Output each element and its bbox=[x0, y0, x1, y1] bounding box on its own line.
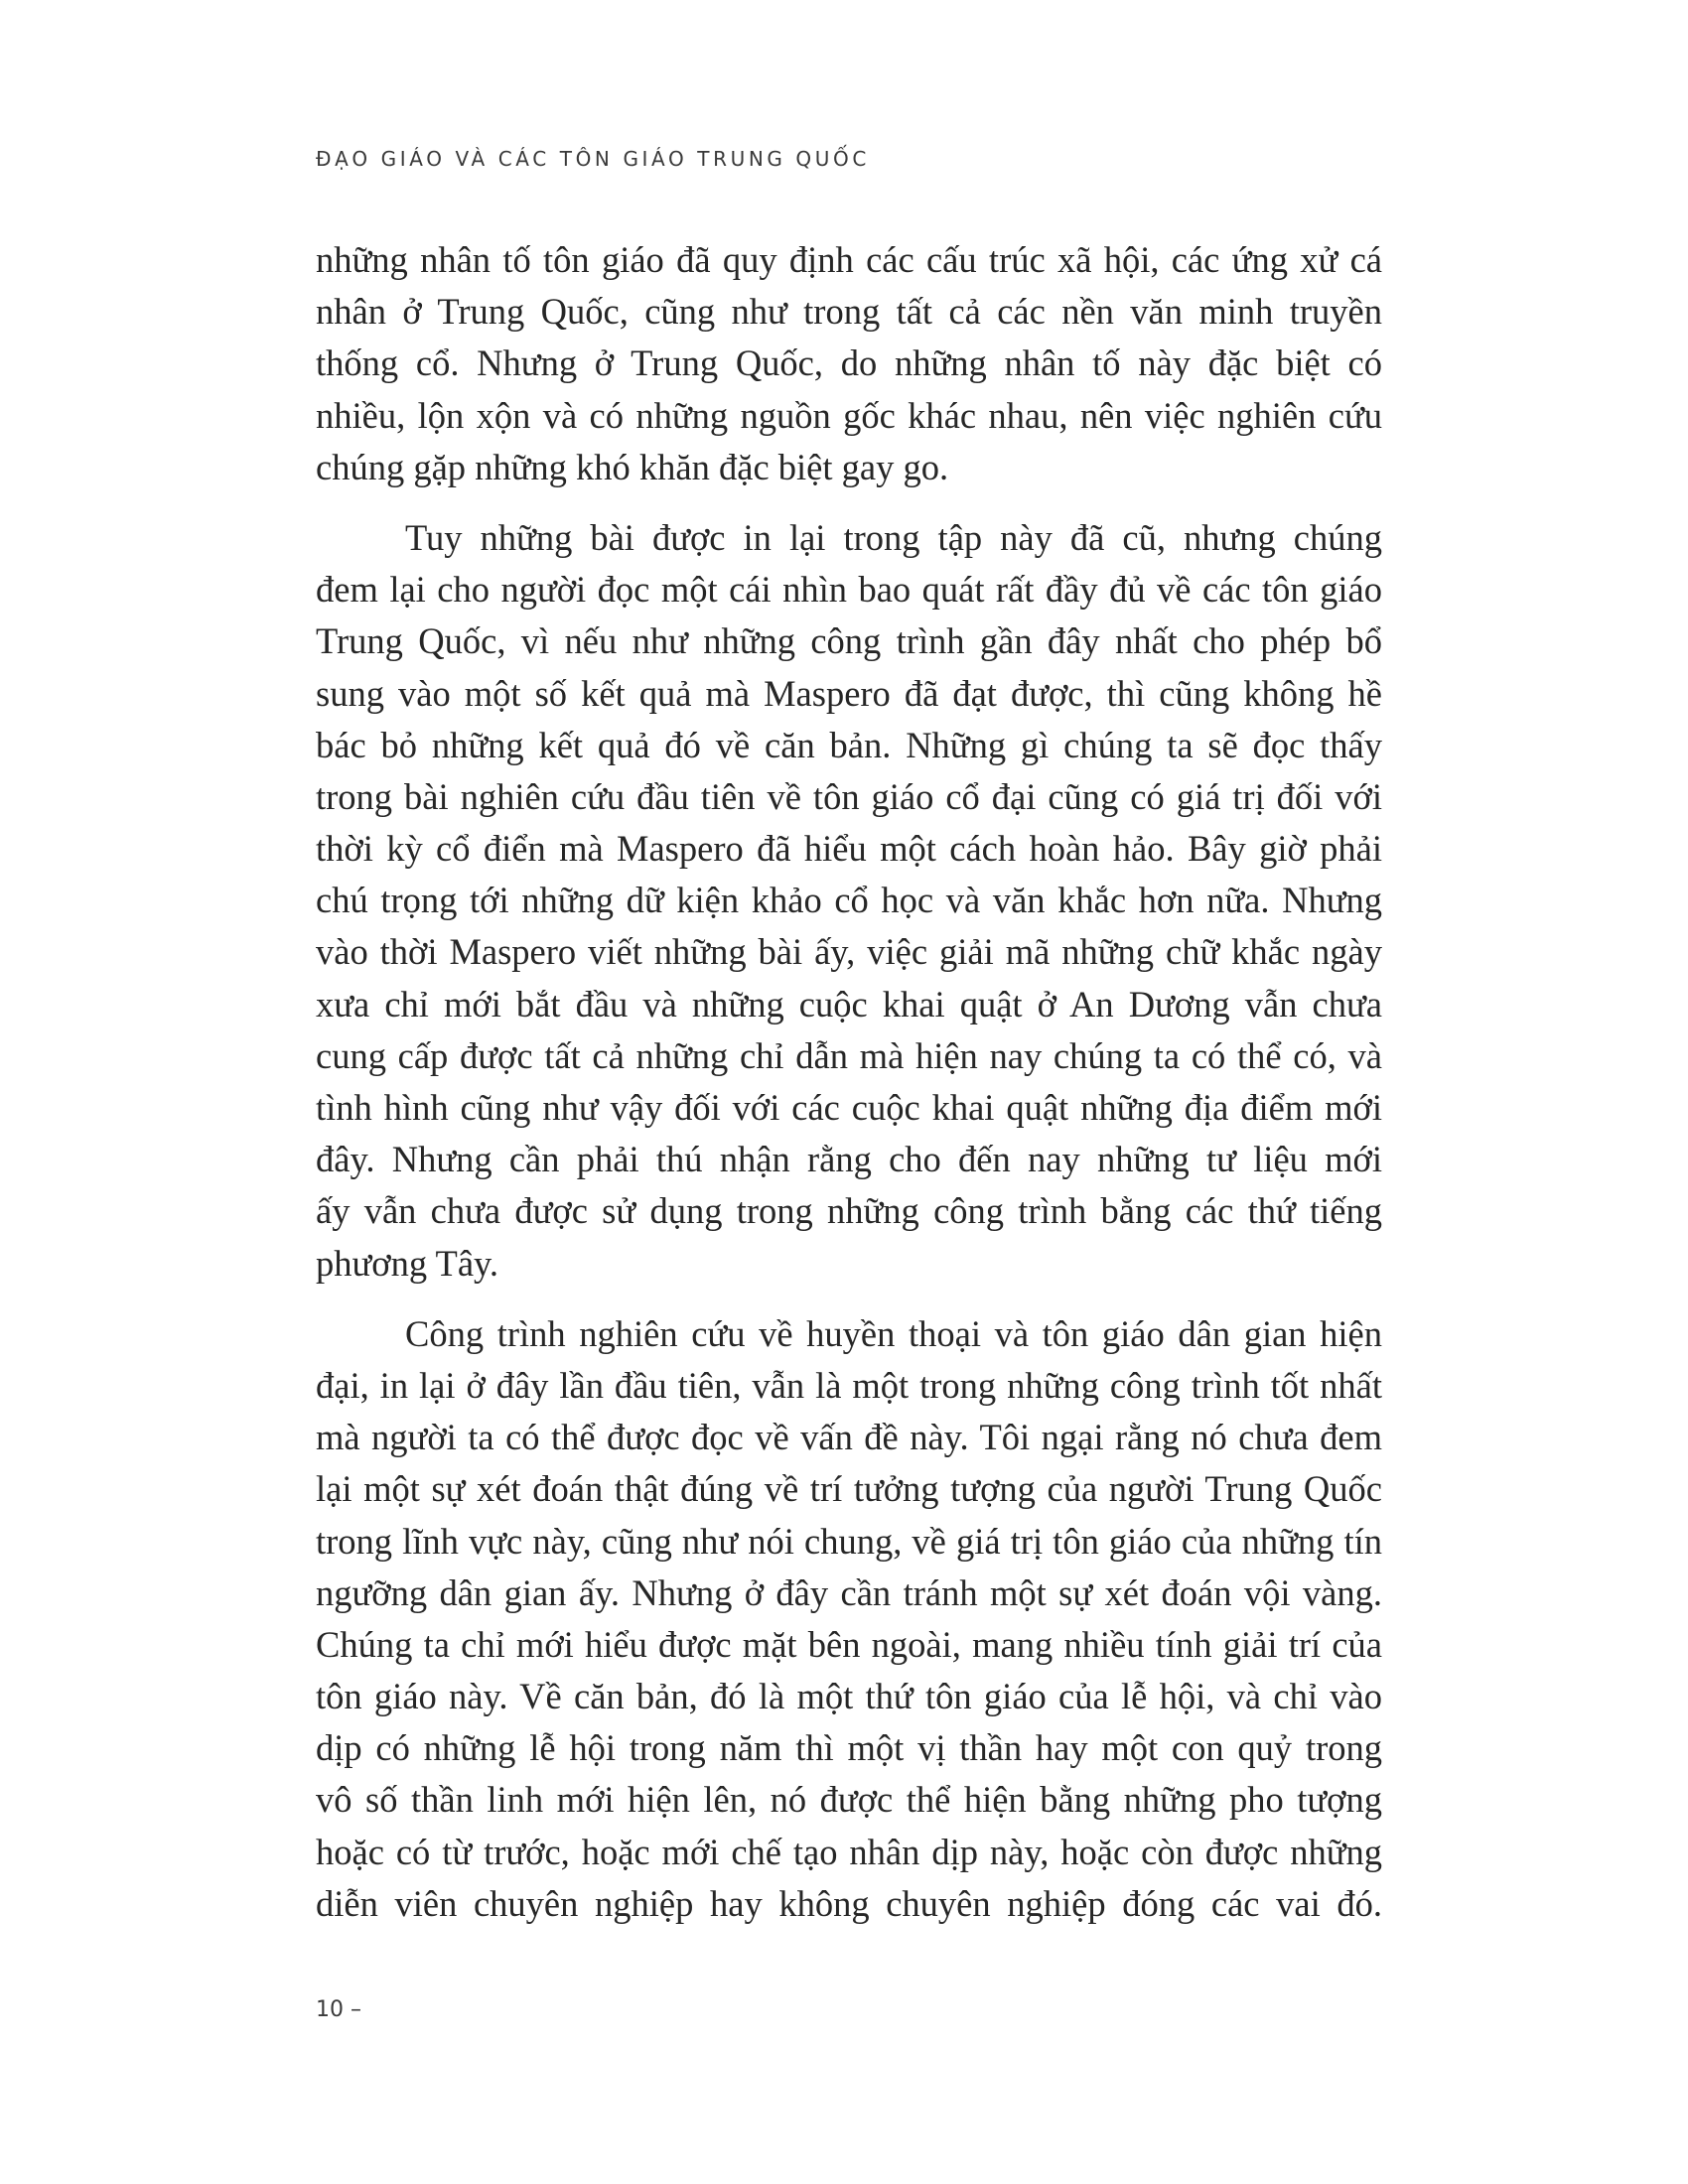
body-text bbox=[316, 234, 1382, 1949]
text-line: Chúng ta chỉ mới hiểu được mặt bên ngoài, mang nhiều tính giải trí của bbox=[316, 1623, 1382, 1665]
text-line: tôn giáo này. Về căn bản, đó là một thứ tôn giáo của lễ hội, và chỉ vào bbox=[316, 1676, 1382, 1717]
text-line: mà người ta có thể được đọc về vấn đề này. Tôi ngại rằng nó chưa đem bbox=[316, 1417, 1382, 1458]
text-line: thời kỳ cổ điển mà Maspero đã hiểu một cách hoàn hảo. Bây giờ phải bbox=[316, 828, 1382, 870]
text-line: thống cổ. Nhưng ở Trung Quốc, do những nhân tố này đặc biệt có bbox=[316, 342, 1382, 384]
text-line: phương Tây. bbox=[316, 1242, 499, 1284]
text-line: những nhân tố tôn giáo đã quy định các cấu trúc xã hội, các ứng xử cá bbox=[316, 239, 1382, 280]
paragraph bbox=[316, 234, 1382, 493]
text-line: dịp có những lễ hội trong năm thì một vị thần hay một con quỷ trong bbox=[316, 1727, 1382, 1769]
text-line: cung cấp được tất cả những chỉ dẫn mà hiện nay chúng ta có thể có, và bbox=[316, 1034, 1382, 1076]
text-line: bác bỏ những kết quả đó về căn bản. Những gì chúng ta sẽ đọc thấy bbox=[316, 724, 1382, 765]
paragraph bbox=[316, 1308, 1382, 1930]
text-line: đem lại cho người đọc một cái nhìn bao quát rất đầy đủ về các tôn giáo bbox=[316, 569, 1382, 611]
text-line: Trung Quốc, vì nếu như những công trình gần đây nhất cho phép bổ bbox=[316, 620, 1382, 662]
text-line: vô số thần linh mới hiện lên, nó được thể hiện bằng những pho tượng bbox=[316, 1779, 1382, 1821]
text-line: nhân ở Trung Quốc, cũng như trong tất cả các nền văn minh truyền bbox=[316, 291, 1382, 333]
text-line: sung vào một số kết quả mà Maspero đã đạt được, thì cũng không hề bbox=[316, 672, 1382, 714]
text-line: đây. Nhưng cần phải thú nhận rằng cho đến nay những tư liệu mới bbox=[316, 1139, 1382, 1180]
text-line: xưa chỉ mới bắt đầu và những cuộc khai quật ở An Dương vẫn chưa bbox=[316, 983, 1382, 1024]
text-line: vào thời Maspero viết những bài ấy, việc giải mã những chữ khắc ngày bbox=[316, 931, 1382, 973]
text-line: lại một sự xét đoán thật đúng về trí tưởng tượng của người Trung Quốc bbox=[316, 1468, 1382, 1510]
page-number: 10 – bbox=[316, 1997, 361, 2022]
text-line: chú trọng tới những dữ kiện khảo cổ học và văn khắc hơn nữa. Nhưng bbox=[316, 880, 1382, 921]
text-line: ấy vẫn chưa được sử dụng trong những công trình bằng các thứ tiếng bbox=[316, 1190, 1382, 1232]
text-line: ngưỡng dân gian ấy. Nhưng ở đây cần tránh một sự xét đoán vội vàng. bbox=[316, 1571, 1382, 1613]
text-line: đại, in lại ở đây lần đầu tiên, vẫn là một trong những công trình tốt nhất bbox=[316, 1364, 1382, 1406]
running-header: ĐẠO GIÁO VÀ CÁC TÔN GIÁO TRUNG QUỐC bbox=[316, 147, 870, 171]
text-line: Công trình nghiên cứu về huyền thoại và tôn giáo dân gian hiện bbox=[405, 1312, 1382, 1354]
text-line: trong lĩnh vực này, cũng như nói chung, về giá trị tôn giáo của những tín bbox=[316, 1520, 1382, 1562]
text-line: diễn viên chuyên nghiệp hay không chuyên nghiệp đóng các vai đó. bbox=[316, 1882, 1382, 1924]
text-line: trong bài nghiên cứu đầu tiên về tôn giáo cổ đại cũng có giá trị đối với bbox=[316, 775, 1382, 817]
text-line: Tuy những bài được in lại trong tập này đã cũ, nhưng chúng bbox=[405, 516, 1382, 558]
text-line: hoặc có từ trước, hoặc mới chế tạo nhân dịp này, hoặc còn được những bbox=[316, 1831, 1382, 1872]
text-line: nhiều, lộn xộn và có những nguồn gốc khác nhau, nên việc nghiên cứu bbox=[316, 394, 1382, 436]
text-line: chúng gặp những khó khăn đặc biệt gay go. bbox=[316, 446, 949, 487]
text-line: tình hình cũng như vậy đối với các cuộc khai quật những địa điểm mới bbox=[316, 1087, 1382, 1128]
paragraph bbox=[316, 512, 1382, 1290]
